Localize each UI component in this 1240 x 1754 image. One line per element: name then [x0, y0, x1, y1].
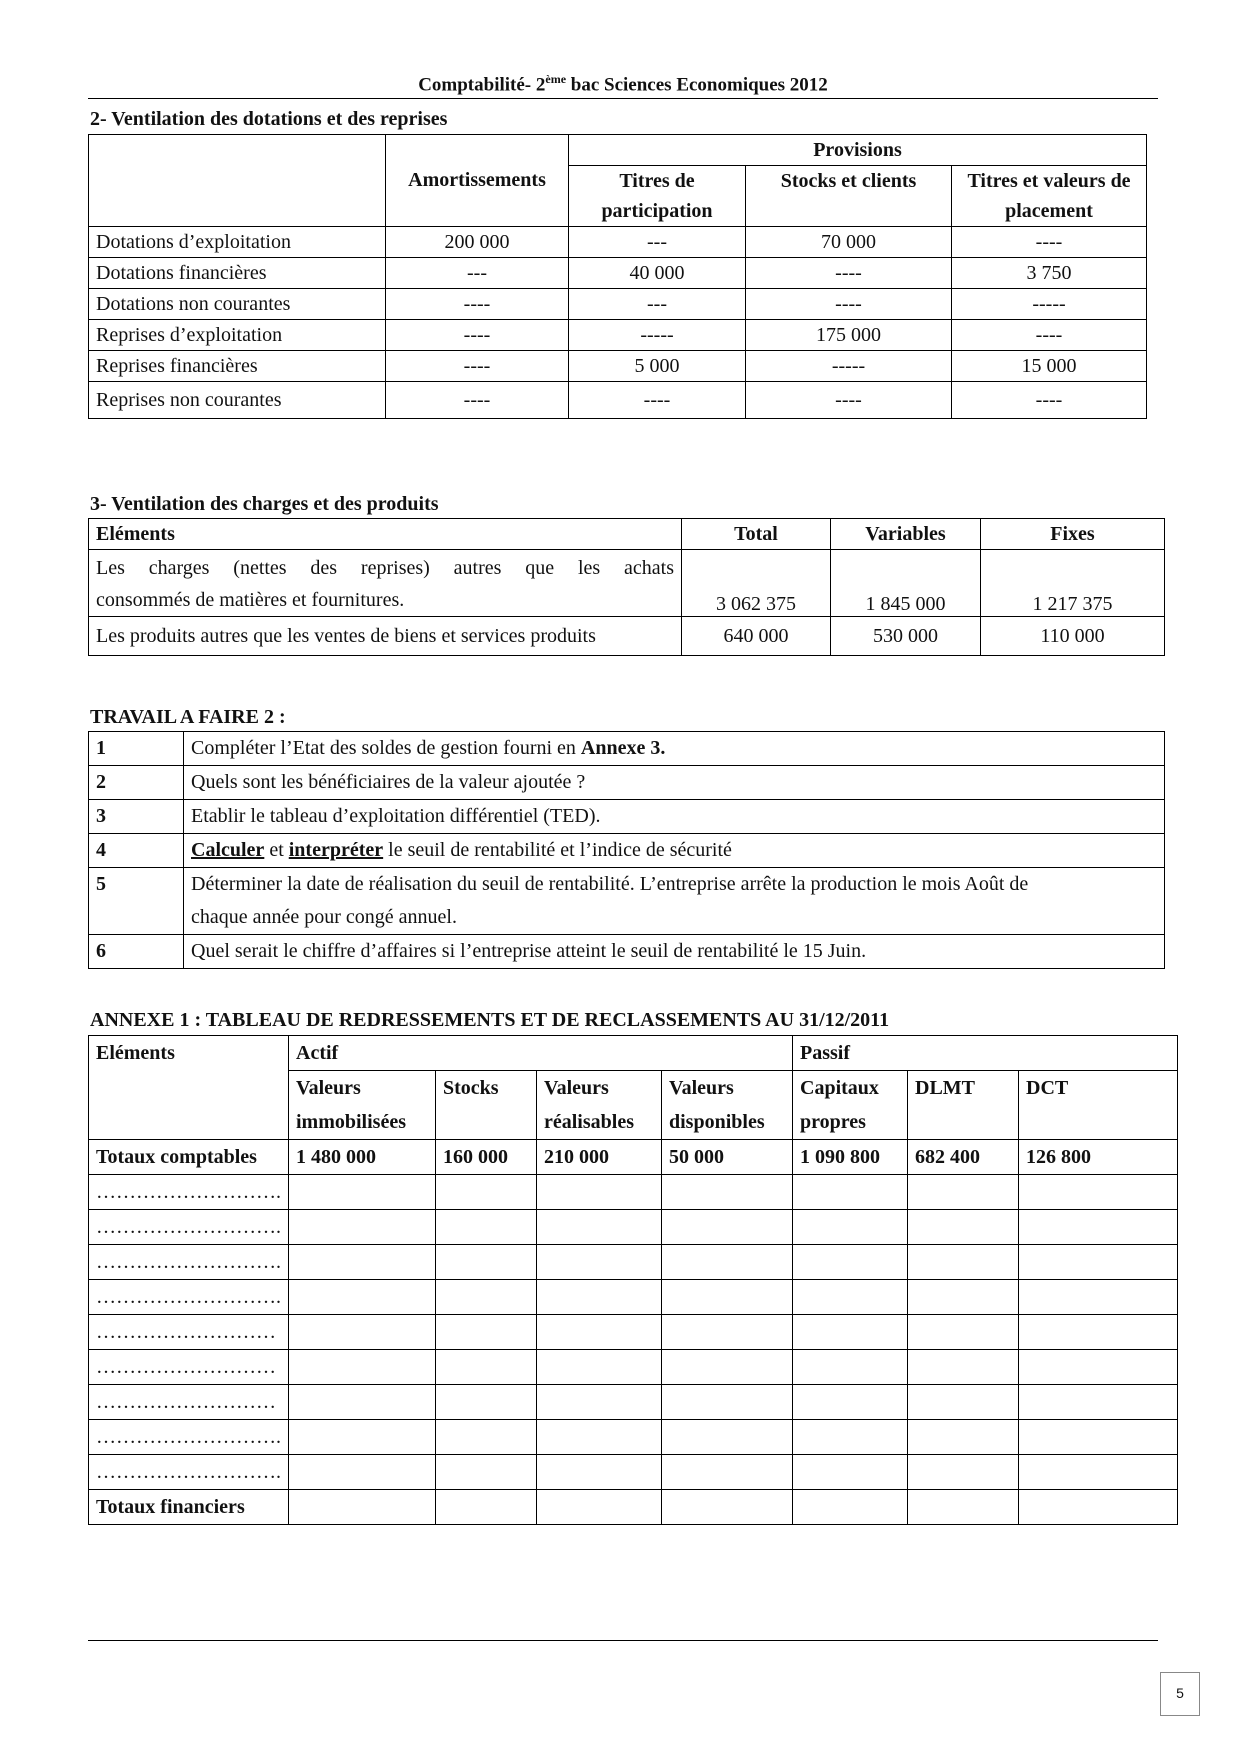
- table-row: ……………………….: [89, 1210, 1178, 1245]
- table-row: ………………………: [89, 1315, 1178, 1350]
- col-placement-2: placement: [952, 196, 1147, 227]
- table-row: ……………………….: [89, 1175, 1178, 1210]
- dotations-table: [88, 134, 1147, 419]
- section-3-title: 3- Ventilation des charges et des produits: [90, 493, 439, 515]
- table-row: Dotations financières --- 40 000 ---- 3 750: [89, 258, 1147, 289]
- table-row: ……………………….: [89, 1245, 1178, 1280]
- empty-header-cell: [89, 135, 386, 227]
- list-item: 4 Calculer et interpréter le seuil de rentabilité et l’indice de sécurité: [89, 834, 1165, 868]
- col-placement-1: Titres et valeurs de: [952, 166, 1147, 197]
- list-item: 1 Compléter l’Etat des soldes de gestion fourni en Annexe 3.: [89, 732, 1165, 766]
- travail-title: TRAVAIL A FAIRE 2 :: [90, 706, 286, 728]
- table-row: Les charges (nettes des reprises) autres que les achats consommés de matières et fournitures. 3 062 375 1 845 000 1 217 375: [89, 550, 1165, 617]
- totals-row: Totaux comptables 1 480 000 160 000 210 000 50 000 1 090 800 682 400 126 800: [89, 1140, 1178, 1175]
- table-row: ………………………: [89, 1350, 1178, 1385]
- travail-table: [88, 731, 1165, 969]
- col-provisions: Provisions: [569, 135, 1147, 166]
- col-stocks-blank: [746, 196, 952, 227]
- col-titres-1: Titres de: [569, 166, 746, 197]
- page-header: Comptabilité- 2ème bac Sciences Economiques 2012: [88, 72, 1158, 99]
- annexe-1-title: ANNEXE 1 : TABLEAU DE REDRESSEMENTS ET DE RECLASSEMENTS AU 31/12/2011: [90, 1009, 890, 1031]
- table-row: ……………………….: [89, 1280, 1178, 1315]
- charges-produits-table: Eléments Total Variables Fixes Les charges (nettes des reprises) autres que les achats consommés de matières et fournitures. 3 062 375 1 845 000 1 217 375 Les produits autres que les ventes de biens et services produits 640 000 530 000 110 000: [88, 518, 1165, 656]
- list-item: 3 Etablir le tableau d’exploitation différentiel (TED).: [89, 800, 1165, 834]
- footer-divider: [88, 1640, 1158, 1641]
- section-2-title: 2- Ventilation des dotations et des reprises: [90, 108, 448, 130]
- col-amortissements: Amortissements: [386, 135, 569, 227]
- col-titres-2: participation: [569, 196, 746, 227]
- list-item: 2 Quels sont les bénéficiaires de la valeur ajoutée ?: [89, 766, 1165, 800]
- list-item: 6 Quel serait le chiffre d’affaires si l’entreprise atteint le seuil de rentabilité le 15 Juin.: [89, 935, 1165, 969]
- annexe-1-table: Eléments Actif Passif Valeurs immobilisées Stocks Valeurs réalisables Valeurs disponibles Capitaux propres DLMT DCT Totaux comptables 1 480 000 160 000 210 000 50 000 1 090 800 682 400 126 800 ………………………. ………………………. ………………………. ………………………. ……………………… ……………………… ……………………… ………………………. ………………………. Totaux financiers: [88, 1035, 1178, 1525]
- table-row: ……………………….: [89, 1420, 1178, 1455]
- table-row: ……………………….: [89, 1455, 1178, 1490]
- table-row: Reprises d’exploitation ---- ----- 175 000 ----: [89, 320, 1147, 351]
- table-row: Reprises non courantes ---- ---- ---- ----: [89, 382, 1147, 419]
- table-row: Dotations non courantes ---- --- ---- -----: [89, 289, 1147, 320]
- table-row: Dotations d’exploitation 200 000 --- 70 000 ----: [89, 227, 1147, 258]
- table-row: Les produits autres que les ventes de biens et services produits 640 000 530 000 110 000: [89, 617, 1165, 656]
- list-item: 5 Déterminer la date de réalisation du seuil de rentabilité. L’entreprise arrête la production le mois Août de chaque année pour congé annuel.: [89, 868, 1165, 935]
- page-number: 5: [1160, 1672, 1200, 1716]
- table-row: ………………………: [89, 1385, 1178, 1420]
- col-stocks: Stocks et clients: [746, 166, 952, 197]
- table-row: Reprises financières ---- 5 000 ----- 15 000: [89, 351, 1147, 382]
- final-totals-row: Totaux financiers: [89, 1490, 1178, 1525]
